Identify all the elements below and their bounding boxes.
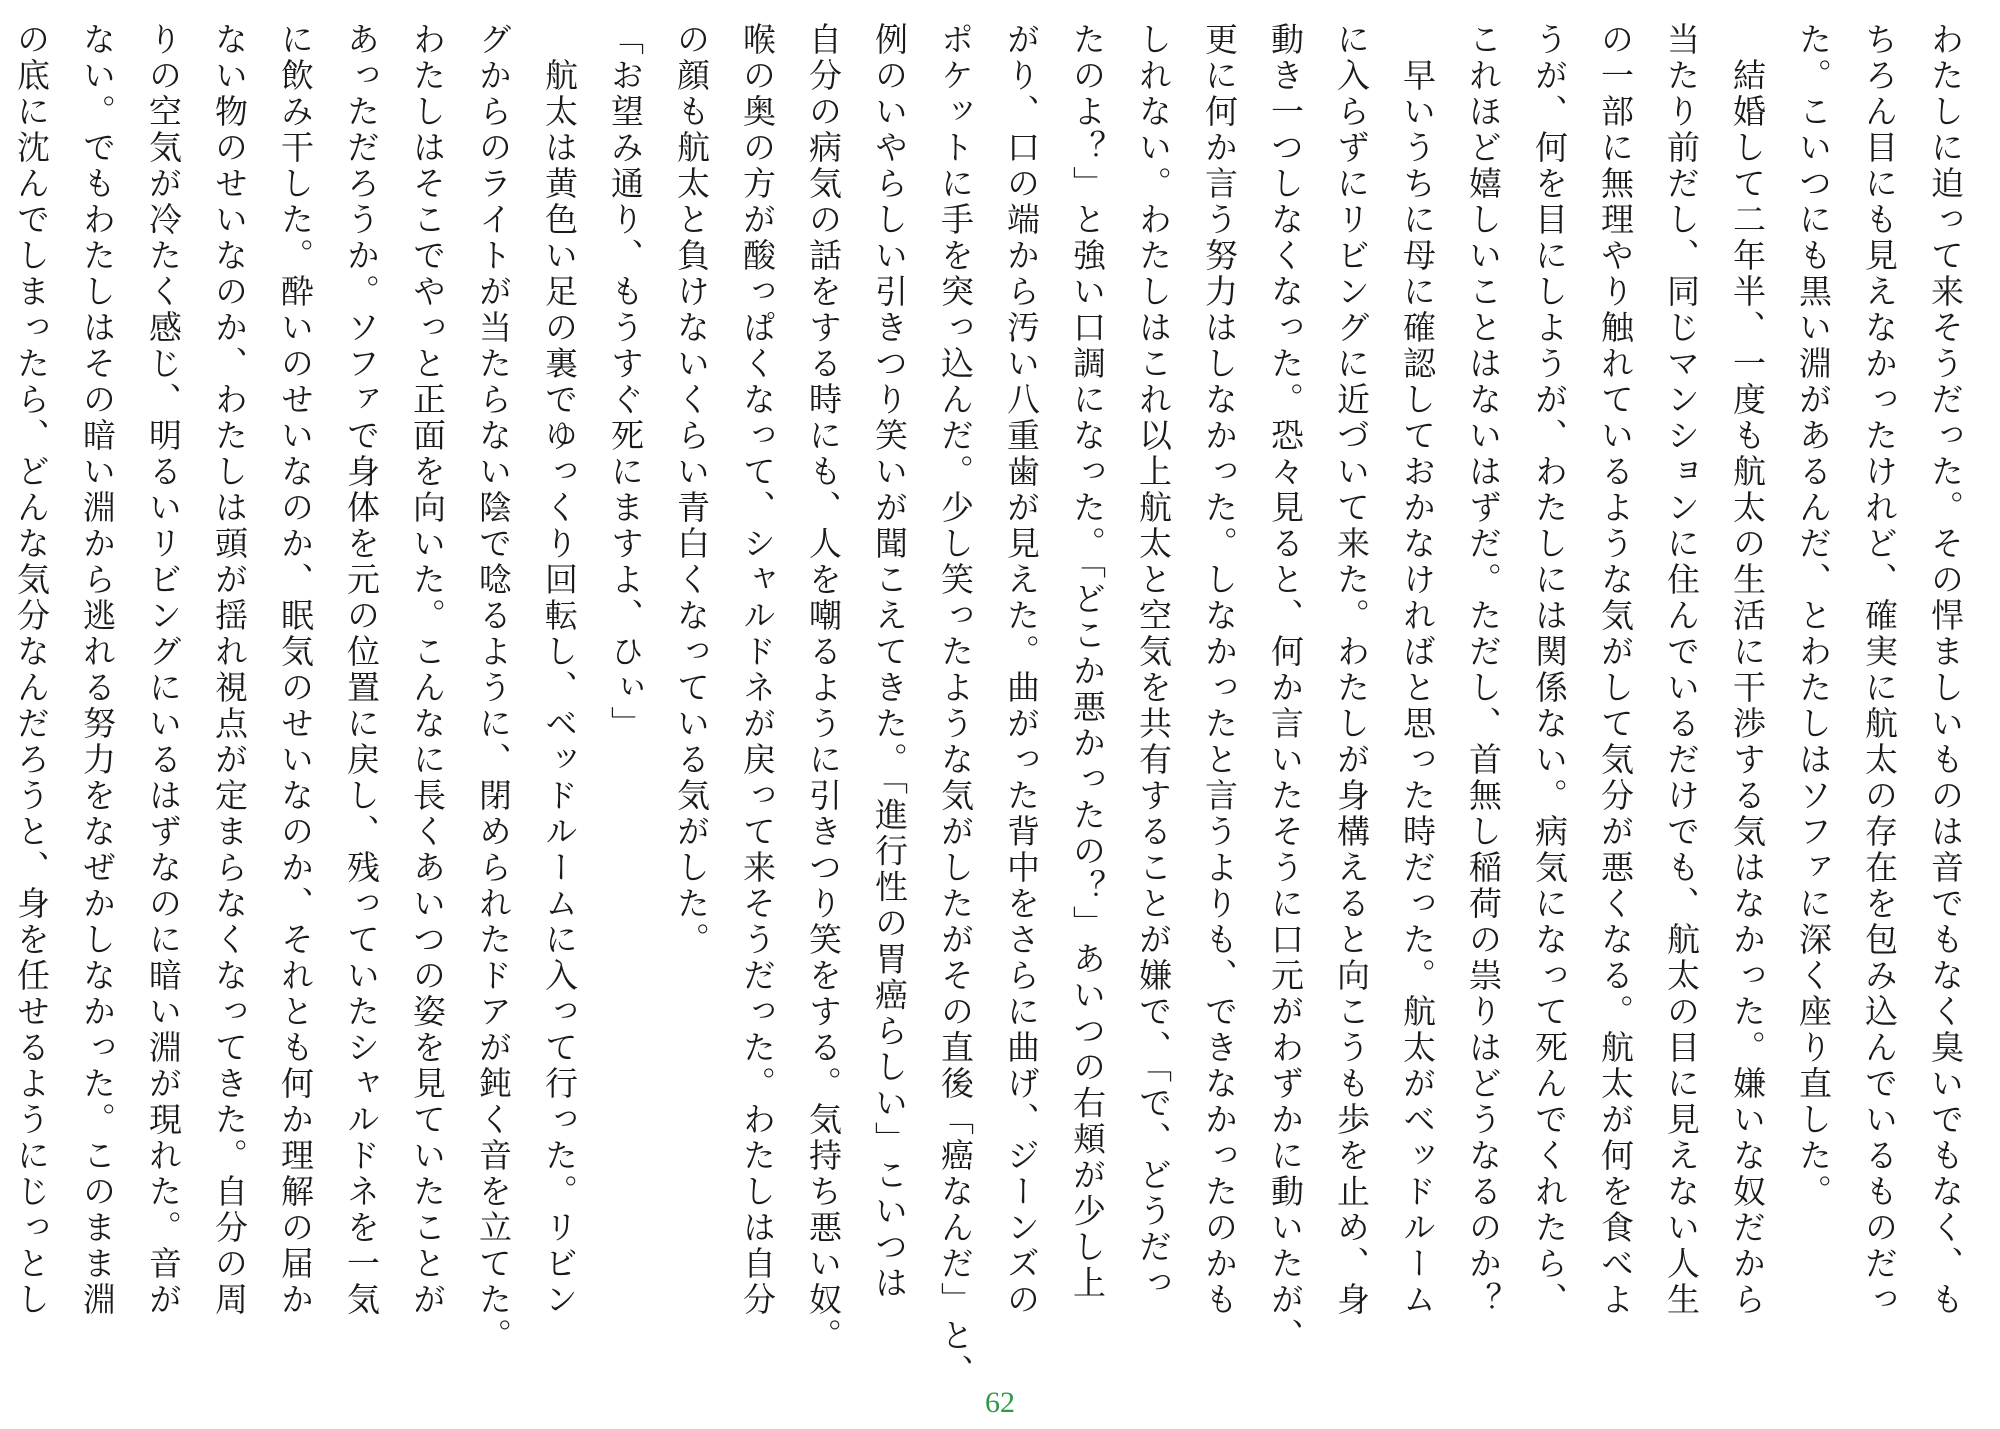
text-line: りの空気が冷たく感じ、明るいリビングにいるはずなのに暗い淵が現れた。音が [144, 22, 183, 1318]
text-line: しれない。わたしはこれ以上航太と空気を共有することが嫌で、「で、どうだっ [1134, 22, 1173, 1302]
text-line: に飲み干した。酔いのせいなのか、眠気のせいなのか、それとも何か理解の届か [276, 22, 315, 1318]
text-line: の底に沈んでしまったら、どんな気分なんだろうと、身を任せるようにじっとし [12, 22, 51, 1318]
text-line: ちろん目にも見えなかったけれど、確実に航太の存在を包み込んでいるものだっ [1860, 22, 1899, 1318]
text-line: あっただろうか。ソファで身体を元の位置に戻し、残っていたシャルドネを一気 [342, 22, 381, 1318]
text-line: 当たり前だし、同じマンションに住んでいるだけでも、航太の目に見えない人生 [1662, 22, 1701, 1318]
text-line: ポケットに手を突っ込んだ。少し笑ったような気がしたがその直後「癌なんだ」と、 [936, 22, 975, 1390]
text-line: うが、何を目にしようが、わたしには関係ない。病気になって死んでくれたら、 [1530, 22, 1569, 1318]
text-line: 例のいやらしい引きつり笑いが聞こえてきた。「進行性の胃癌らしい」こいつは [870, 22, 909, 1302]
text-line: 喉の奥の方が酸っぱくなって、シャルドネが戻って来そうだった。わたしは自分 [738, 22, 777, 1318]
text-line: グからのライトが当たらない陰で唸るように、閉められたドアが鈍く音を立てた。 [474, 22, 513, 1354]
text-line: 自分の病気の話をする時にも、人を嘲るように引きつり笑をする。気持ち悪い奴。 [804, 22, 843, 1354]
text-line: の顔も航太と負けないくらい青白くなっている気がした。 [672, 22, 711, 958]
text-line: わたしはそこでやっと正面を向いた。こんなに長くあいつの姿を見ていたことが [408, 22, 447, 1318]
text-line: 結婚して二年半、一度も航太の生活に干渉する気はなかった。嫌いな奴だから [1728, 22, 1767, 1318]
page-number: 62 [985, 1386, 1015, 1419]
text-line: 「お望み通り、もうすぐ死にますよ、ひぃ」 [606, 22, 645, 742]
text-line: に入らずにリビングに近づいて来た。わたしが身構えると向こうも歩を止め、身 [1332, 22, 1371, 1318]
text-line: 動き一つしなくなった。恐々見ると、何か言いたそうに口元がわずかに動いたが、 [1266, 22, 1305, 1354]
text-line: これほど嬉しいことはないはずだ。ただし、首無し稲荷の祟りはどうなるのか？ [1464, 22, 1503, 1318]
text-line: ない物のせいなのか、わたしは頭が揺れ視点が定まらなくなってきた。自分の周 [210, 22, 249, 1318]
text-line: た。こいつにも黒い淵があるんだ、とわたしはソファに深く座り直した。 [1794, 22, 1833, 1210]
text-line: わたしに迫って来そうだった。その悍ましいものは音でもなく臭いでもなく、も [1926, 22, 1965, 1318]
text-line: がり、口の端から汚い八重歯が見えた。曲がった背中をさらに曲げ、ジーンズの [1002, 22, 1041, 1318]
text-line: 更に何か言う努力はしなかった。しなかったと言うよりも、できなかったのかも [1200, 22, 1239, 1318]
text-line: たのよ？」と強い口調になった。「どこか悪かったの？」あいつの右頬が少し上 [1068, 22, 1107, 1302]
text-line: の一部に無理やり触れているような気がして気分が悪くなる。航太が何を食べよ [1596, 22, 1635, 1318]
text-line: 早いうちに母に確認しておかなければと思った時だった。航太がベッドルーム [1398, 22, 1437, 1318]
vertical-text-block [12, 22, 1978, 1390]
text-line: 航太は黄色い足の裏でゆっくり回転し、ベッドルームに入って行った。リビン [540, 22, 579, 1318]
text-line: ない。でもわたしはその暗い淵から逃れる努力をなぜかしなかった。このまま淵 [78, 22, 117, 1318]
